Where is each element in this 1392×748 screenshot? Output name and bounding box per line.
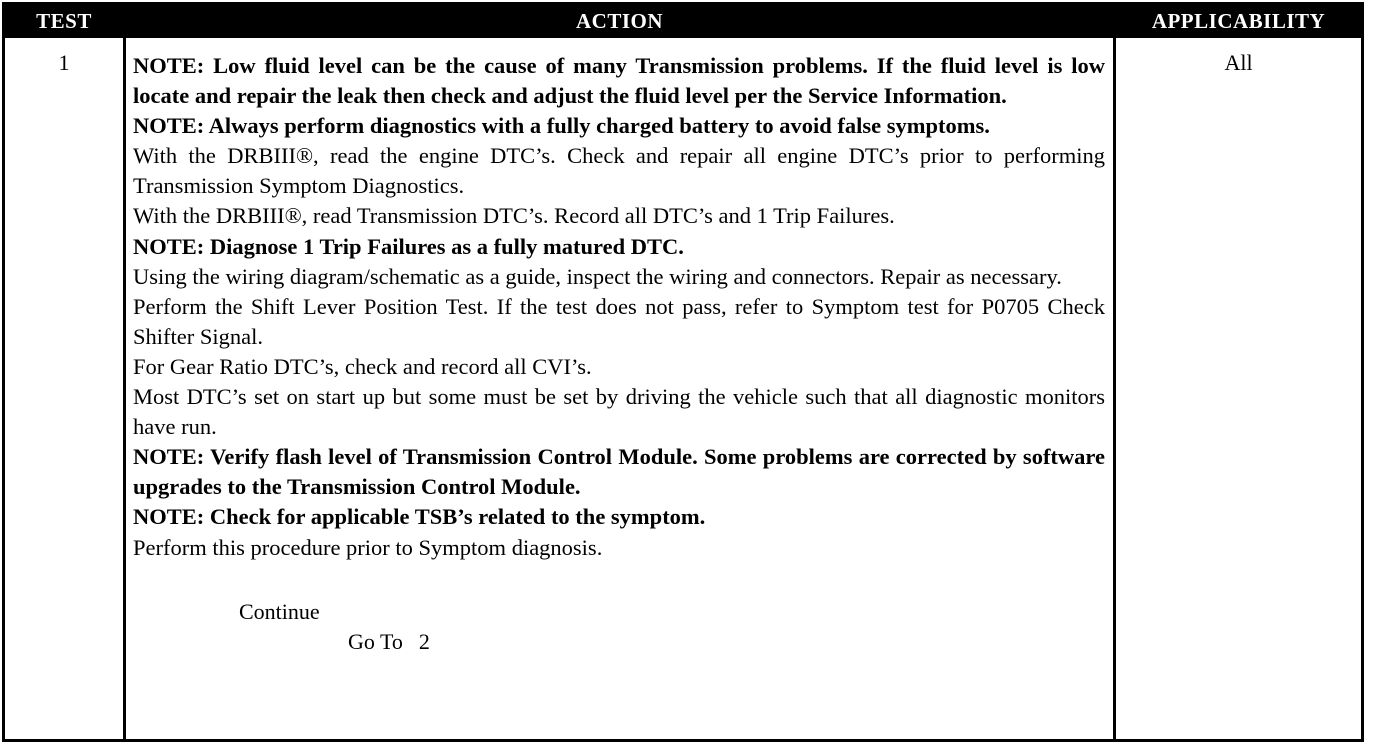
header-test: TEST (36, 9, 92, 33)
test-number: 1 (58, 50, 70, 75)
action-cell (133, 51, 1105, 657)
note-low-fluid: NOTE: Low fluid level can be the cause of many Transmission problems. If the fluid level is low locate and repair the leak then check and adjust the fluid level per the Service Information. (133, 53, 1105, 109)
note-tsb: NOTE: Check for applicable TSB’s related to the symptom. (133, 504, 706, 530)
column-divider-test (123, 38, 126, 739)
table-header (5, 5, 1361, 38)
step-gear-ratio: For Gear Ratio DTC’s, check and record all CVI’s. (133, 353, 592, 379)
diagnostic-table (2, 2, 1364, 742)
step-start-up: Most DTC’s set on start up but some must be set by driving the vehicle such that all diagnostic monitors have run. (133, 384, 1105, 440)
column-divider-action (1113, 38, 1116, 739)
applicability-value: All (1224, 50, 1253, 75)
note-battery: NOTE: Always perform diagnostics with a fully charged battery to avoid false symptoms. (133, 113, 990, 139)
step-wiring: Using the wiring diagram/schematic as a guide, inspect the wiring and connectors. Repair as necessary. (133, 263, 1062, 289)
note-trip-failures: NOTE: Diagnose 1 Trip Failures as a fully matured DTC. (133, 233, 684, 259)
header-action: ACTION (575, 9, 663, 33)
note-flash-level: NOTE: Verify flash level of Transmission Control Module. Some problems are corrected by software upgrades to the Transmission Control Module. (133, 444, 1105, 500)
step-engine-dtc: With the DRBIII®, read the engine DTC’s. Check and repair all engine DTC’s prior to performing Transmission Symptom Diagnostics. (133, 143, 1105, 199)
header-divider (5, 38, 1361, 41)
continue-label: Continue (239, 598, 320, 624)
header-applicability: APPLICABILITY (1151, 9, 1326, 33)
step-perform-prior: Perform this procedure prior to Symptom diagnosis. (133, 534, 603, 560)
step-shift-lever: Perform the Shift Lever Position Test. If the test does not pass, refer to Symptom test for P0705 Check Shifter Signal. (133, 293, 1105, 349)
step-transmission-dtc: With the DRBIII®, read Transmission DTC’s. Record all DTC’s and 1 Trip Failures. (133, 203, 895, 229)
goto-target: 2 (418, 628, 430, 654)
goto-link[interactable] (348, 627, 1105, 657)
goto-label: Go To (348, 628, 403, 654)
